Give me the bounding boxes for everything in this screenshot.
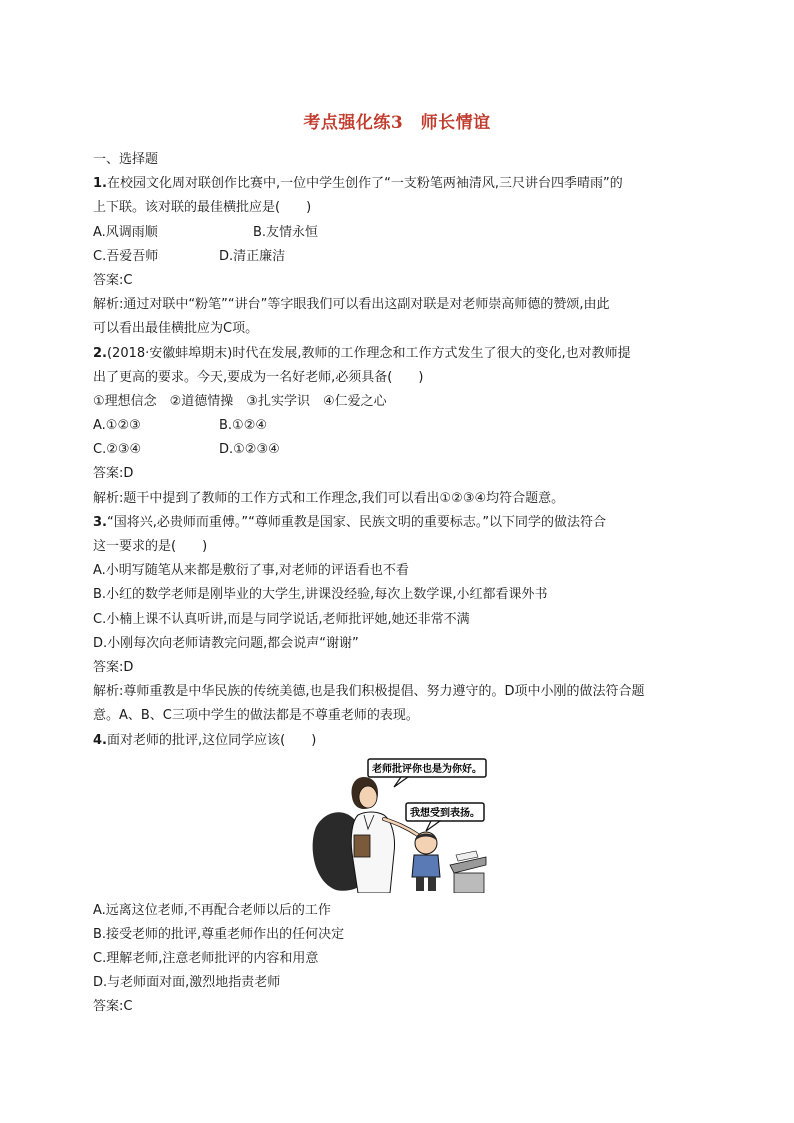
q2-analysis-line1: 解析:题干中提到了教师的工作方式和工作理念,我们可以看出①②③④均符合题意。: [93, 490, 565, 506]
q4-answer: 答案:C: [93, 999, 133, 1015]
student-figure: [412, 832, 440, 891]
q1-analysis-line1: 解析:通过对联中“粉笔”“讲台”等字眼我们可以看出这副对联是对老师崇高师德的赞颂,由此: [93, 297, 610, 313]
q1-option-d: D.清正廉洁: [219, 248, 286, 264]
q4-stem-line1: [93, 729, 703, 753]
q1-answer: 答案:C: [93, 272, 133, 288]
q1-options-row2: [93, 245, 703, 269]
q1-options-row1: [93, 221, 703, 245]
teacher-bubble-text: 老师批评你也是为你好。: [372, 763, 482, 775]
q2-stem-line1: [93, 342, 703, 366]
q2-number: 2.: [93, 345, 107, 361]
q2-option-a: A.①②③: [93, 418, 141, 434]
q3-answer: 答案:D: [93, 659, 134, 675]
q1-stem-line1: [93, 172, 703, 196]
q3-option-c: C.小楠上课不认真听讲,而是与同学说话,老师批评她,她还非常不满: [93, 611, 470, 627]
q3-number: 3.: [93, 514, 107, 530]
teacher-bubble-tail: [394, 777, 408, 787]
q1-stem-line2: 上下联。该对联的最佳横批应是( ): [93, 200, 312, 216]
q3-stem-line2: 这一要求的是( ): [93, 539, 208, 554]
q2-stem-line2: 出了更高的要求。今天,要成为一名好老师,必须具备( ): [93, 369, 424, 385]
q1-option-c: C.吾爱吾师: [93, 248, 159, 264]
q2-answer: 答案:D: [93, 466, 134, 482]
q2-items: ①理想信念 ②道德情操 ③扎实学识 ④仁爱之心: [93, 393, 387, 409]
q4-stem-text: 面对老师的批评,这位同学应该( ): [106, 732, 317, 748]
desk: [450, 851, 486, 893]
q1-number: 1.: [93, 176, 107, 192]
page-title: 考点强化练3 师长情谊: [303, 113, 491, 133]
q3-option-a: A.小明写随笔从来都是敷衍了事,对老师的评语看也不看: [93, 563, 409, 579]
q4-number: 4.: [93, 732, 107, 748]
q2-stem-text: (2018·安徽蚌埠期末)时代在发展,教师的工作理念和工作方式发生了很大的变化,也对教师提: [106, 345, 631, 361]
q2-options-row1: [93, 414, 703, 438]
teacher-student-cartoon: [306, 757, 488, 893]
q1-option-a: A.风调雨顺: [93, 224, 158, 240]
student-bubble-text: 我想受到表扬。: [410, 807, 480, 819]
q2-option-c: C.②③④: [93, 442, 142, 458]
cartoon-illustration: [93, 757, 703, 897]
q3-option-b: B.小红的数学老师是刚毕业的大学生,讲课没经验,每次上数学课,小红都看课外书: [93, 587, 548, 603]
q1-analysis-line2: 可以看出最佳横批应为C项。: [93, 321, 259, 337]
q4-option-d: D.与老师面对面,激烈地指责老师: [93, 975, 281, 991]
q3-stem-text: “国将兴,必贵师而重傅。”“尊师重教是国家、民族文明的重要标志。”以下同学的做法符合: [106, 514, 607, 530]
q3-analysis-line2: 意。A、B、C三项中学生的做法都是不尊重老师的表现。: [93, 708, 419, 724]
q4-option-c: C.理解老师,注意老师批评的内容和用意: [93, 951, 319, 967]
q1-option-b: B.友情永恒: [253, 224, 319, 240]
teacher-figure: [351, 777, 418, 893]
student-bubble-tail: [426, 821, 440, 831]
q4-option-b: B.接受老师的批评,尊重老师作出的任何决定: [93, 926, 345, 942]
section-heading: 一、选择题: [93, 152, 159, 167]
q3-option-d: D.小刚每次向老师请教完问题,都会说声“谢谢”: [93, 635, 359, 651]
q4-option-a: A.远离这位老师,不再配合老师以后的工作: [93, 902, 331, 918]
q3-stem-line1: [93, 511, 703, 535]
q2-option-d: D.①②③④: [219, 442, 280, 458]
document-body: [93, 148, 703, 1020]
q2-options-row2: [93, 438, 703, 462]
q3-analysis-line1: 解析:尊师重教是中华民族的传统美德,也是我们积极提倡、努力遵守的。D项中小刚的做法符合题: [93, 684, 645, 700]
q1-stem-text: 在校园文化周对联创作比赛中,一位中学生创作了“一支粉笔两袖清风,三尺讲台四季晴雨”的: [106, 176, 623, 192]
q2-option-b: B.①②④: [219, 418, 268, 434]
